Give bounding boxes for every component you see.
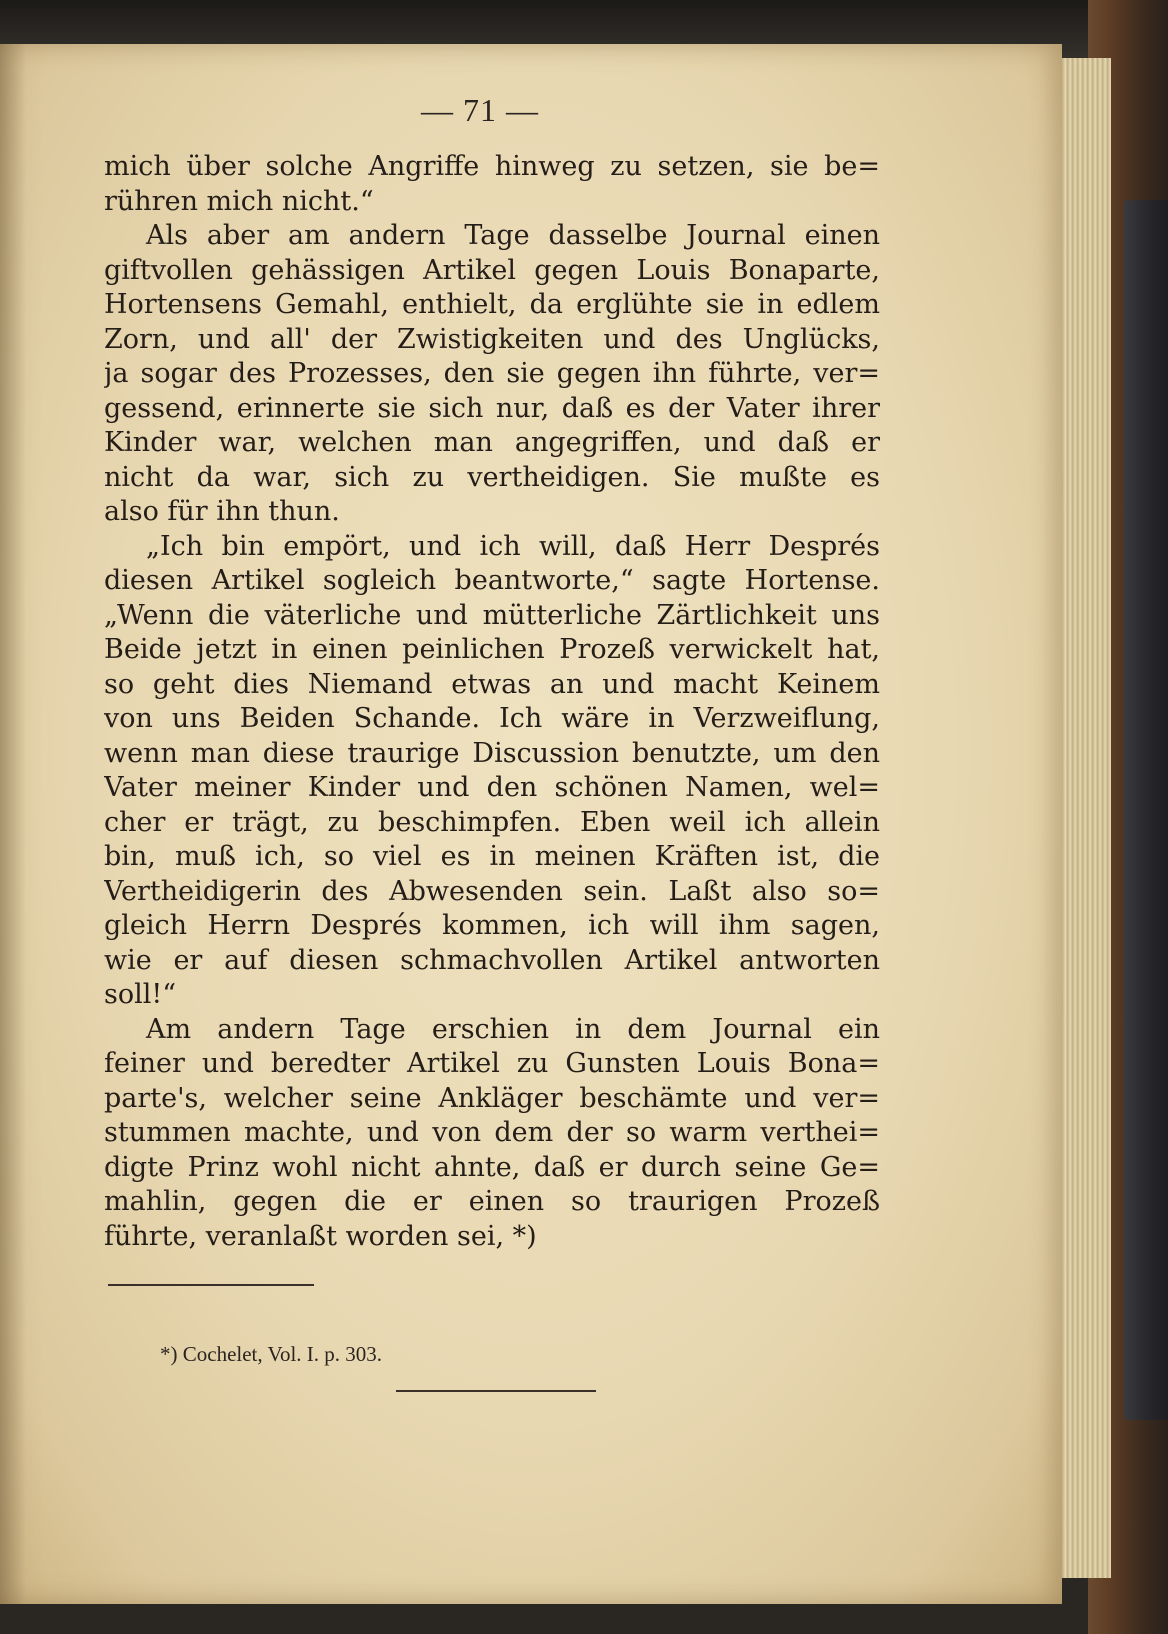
page-gutter-shadow: [0, 44, 26, 1604]
text-line: also für ihn thun.: [104, 496, 340, 527]
book-spine-cloth: [1124, 200, 1168, 1420]
text-line: gleich Herrn Després kommen, ich will ihm sagen,: [104, 910, 880, 941]
text-line: Vertheidigerin des Abwesenden sein. Laßt also so=: [104, 875, 880, 907]
page-number: — 71 —: [421, 92, 539, 128]
text-line: Als aber am andern Tage dasselbe Journal einen: [146, 220, 880, 251]
text-line: so geht dies Niemand etwas an und macht Keinem: [104, 668, 880, 700]
text-line: Hortensens Gemahl, enthielt, da erglühte sie in edlem: [104, 289, 880, 320]
text-line: Kinder war, welchen man angegriffen, und daß er: [104, 427, 880, 458]
text-line: soll!“: [104, 979, 177, 1010]
text-line: stummen machte, und von dem der so warm verthei=: [104, 1117, 880, 1148]
text-line: wenn man diese traurige Discussion benutzte, um den: [104, 737, 880, 769]
footnote-divider: [108, 1284, 314, 1286]
text-line: bin, muß ich, so viel es in meinen Kräften ist, die: [104, 841, 880, 872]
text-line: Vater meiner Kinder und den schönen Namen, wel=: [104, 772, 880, 803]
text-line: rühren mich nicht.“: [104, 185, 374, 217]
text-line: „Wenn die väterliche und mütterliche Zärtlichkeit uns: [104, 599, 880, 631]
text-line: cher er trägt, zu beschimpfen. Eben weil ich allein: [104, 806, 880, 838]
text-line: nicht da war, sich zu vertheidigen. Sie mußte es: [104, 461, 880, 493]
text-line: von uns Beiden Schande. Ich wäre in Verzweiflung,: [104, 703, 880, 734]
page-edges: [1058, 58, 1111, 1578]
text-line: „Ich bin empört, und ich will, daß Herr Després: [146, 530, 880, 562]
text-line: feiner und beredter Artikel zu Gunsten Louis Bona=: [104, 1048, 880, 1079]
text-line: mich über solche Angriffe hinweg zu setzen, sie be=: [104, 151, 880, 182]
text-line: digte Prinz wohl nicht ahnte, daß er durch seine Ge=: [104, 1151, 880, 1183]
text-line: führte, veranlaßt worden sei, *): [104, 1220, 537, 1252]
text-line: diesen Artikel sogleich beantworte,“ sagte Hortense.: [104, 565, 880, 596]
text-line: wie er auf diesen schmachvollen Artikel antworten: [104, 944, 880, 976]
text-line: ja sogar des Prozesses, den sie gegen ihn führte, ver=: [104, 358, 880, 389]
text-line: Am andern Tage erschien in dem Journal ein: [146, 1013, 880, 1045]
text-line: gessend, erinnerte sie sich nur, daß es der Vater ihrer: [104, 392, 880, 424]
text-line: giftvollen gehässigen Artikel gegen Louis Bonaparte,: [104, 254, 880, 286]
text-line: Zorn, und all' der Zwistigkeiten und des Unglücks,: [104, 323, 880, 355]
body-text: [104, 150, 880, 1254]
page-end-rule: [396, 1390, 596, 1392]
text-line: Beide jetzt in einen peinlichen Prozeß verwickelt hat,: [104, 634, 880, 665]
text-line: parte's, welcher seine Ankläger beschämte und ver=: [104, 1082, 880, 1114]
footnote: *) Cochelet, Vol. I. p. 303.: [160, 1342, 383, 1366]
text-line: mahlin, gegen die er einen so traurigen Prozeß: [104, 1186, 880, 1217]
